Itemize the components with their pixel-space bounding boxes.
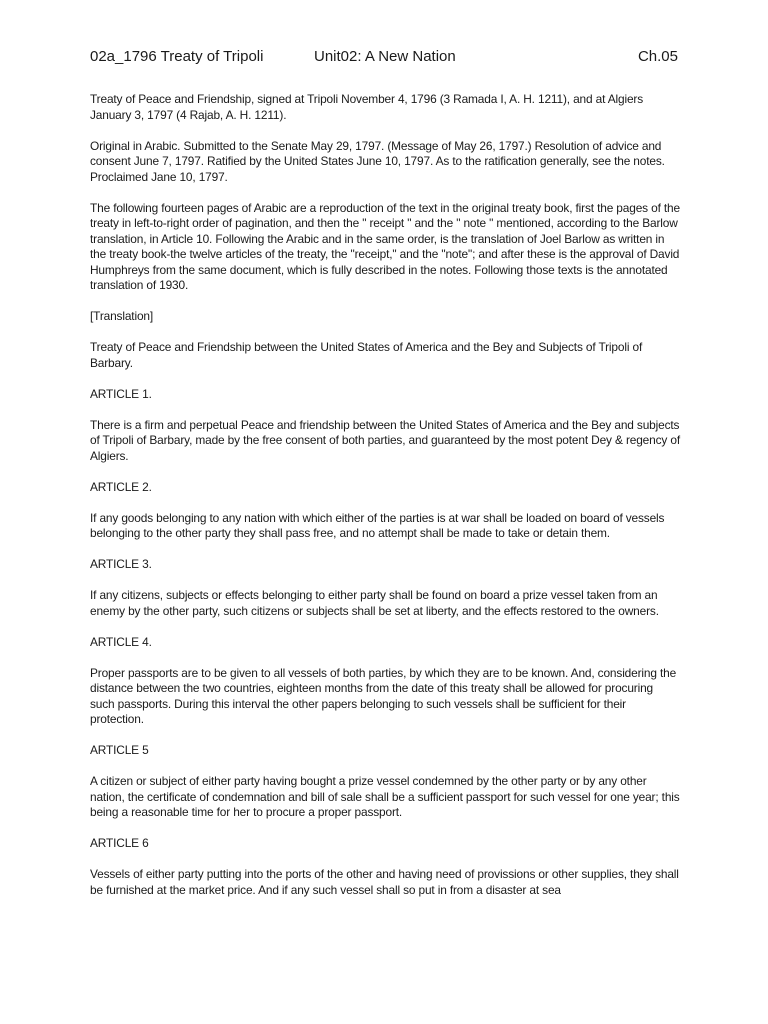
header-unit: Unit02: A New Nation bbox=[314, 48, 456, 65]
header-chapter: Ch.05 bbox=[637, 48, 678, 65]
treaty-arabic-pages-note: The following fourteen pages of Arabic are a reproduction of the text in the original treaty book, first the pages of the treaty in left-to-right order of pagination, and then the " receipt " and the " note " mentioned, according to the Barlow translation, in Article 10. Following the Arabic and in the same order, is the translation of Joel Barlow as written in the treaty book-the twelve articles of the treaty, the "receipt," and the "note"; and after these is the approval of David Humphreys from the same document, which is fully described in the notes. Following those texts is the annotated translation of 1930. bbox=[90, 200, 680, 292]
article-4-heading: ARTICLE 4. bbox=[90, 634, 152, 649]
article-2-heading: ARTICLE 2. bbox=[90, 479, 152, 494]
article-6-text: Vessels of either party putting into the ports of the other and having need of provissions or other supplies, they shall be furnished at the market price. And if any such vessel shall so put in from a disaster at sea bbox=[90, 867, 679, 897]
treaty-intro: Treaty of Peace and Friendship, signed at Tripoli November 4, 1796 (3 Ramada I, A. H. 1211), and at Algiers January 3, 1797 (4 Rajab, A. H. 1211). bbox=[90, 92, 644, 122]
article-5-text: A citizen or subject of either party having bought a prize vessel condemned by the other party or by any other nation, the certificate of condemnation and bill of sale shall be a sufficient passport for such vessel for one year; this being a reasonable time for her to procure a proper passport. bbox=[90, 774, 680, 819]
article-3-text: If any citizens, subjects or effects belonging to either party shall be found on board a prize vessel taken from an enemy by the other party, such citizens or subjects shall be set at liberty, and the effects restored to the owners. bbox=[90, 588, 659, 618]
page-header bbox=[90, 46, 678, 68]
document-body bbox=[90, 92, 680, 914]
article-4-text: Proper passports are to be given to all vessels of both parties, by which they are to be known. And, considering the distance between the two countries, eighteen months from the date of this treaty shall be allowed for procuring such passports. During this interval the other papers belonging to such vessels shall be sufficient for their protection. bbox=[90, 665, 677, 726]
article-6-heading: ARTICLE 6 bbox=[90, 836, 149, 850]
treaty-ratification-note: Original in Arabic. Submitted to the Senate May 29, 1797. (Message of May 26, 1797.) Resolution of advice and consent June 7, 1797. Ratified by the United States June 10, 1797. As to the ratification generally, see the notes. Proclaimed Jane 10, 1797. bbox=[90, 138, 665, 184]
article-3-heading: ARTICLE 3. bbox=[90, 557, 152, 571]
header-document-id: 02a_1796 Treaty of Tripoli bbox=[90, 48, 264, 65]
article-1-heading: ARTICLE 1. bbox=[90, 386, 152, 401]
treaty-title: Treaty of Peace and Friendship between the United States of America and the Bey and Subjects of Tripoli of Barbary. bbox=[90, 340, 643, 370]
article-5-heading: ARTICLE 5 bbox=[90, 743, 149, 757]
translation-heading: [Translation] bbox=[90, 309, 154, 323]
article-1-text: There is a firm and perpetual Peace and friendship between the United States of America and the Bey and subjects of Tripoli of Barbary, made by the free consent of both parties, and guaranteed by the most potent Dey & regency of Algiers. bbox=[90, 417, 680, 463]
article-2-text: If any goods belonging to any nation with which either of the parties is at war shall be loaded on board of vessels belonging to the other party they shall pass free, and no attempt shall be made to take or detain them. bbox=[90, 510, 665, 540]
